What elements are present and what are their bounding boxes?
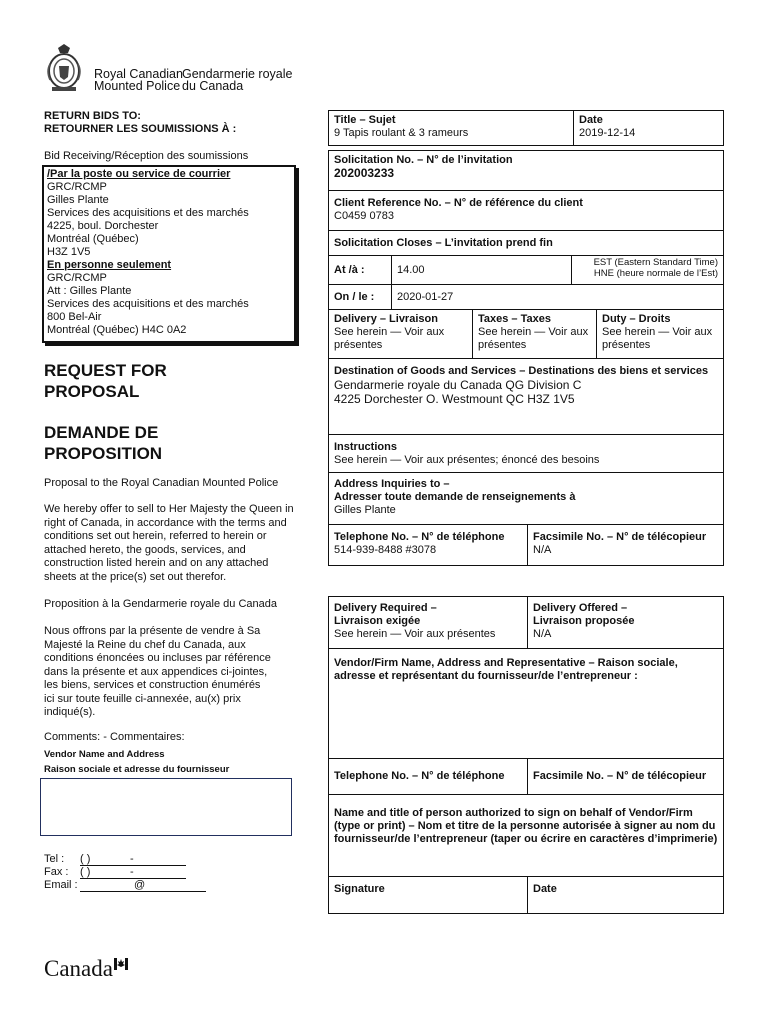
solicitation-block xyxy=(328,150,724,566)
signature-date-field[interactable] xyxy=(527,877,723,913)
fax-input[interactable]: ( ) - xyxy=(80,866,186,879)
courier-heading: /Par la poste ou service de courrier xyxy=(47,168,231,180)
fax-number-label: Facsimile No. – N° de télécopieur xyxy=(533,531,707,543)
solicitation-label: Solicitation No. – N° de l’invitation xyxy=(334,154,513,166)
org-name-en-2: Mounted Police xyxy=(94,79,181,93)
delivery-label: Delivery – Livraison xyxy=(334,313,438,325)
email-label: Email : xyxy=(44,879,78,891)
tz-fr: HNE (heure normale de l’Est) xyxy=(593,268,718,279)
in-person-line: Services des acquisitions et des marchés xyxy=(47,298,249,310)
canada-wordmark: Canada xyxy=(44,956,113,982)
delivery-offered-label-1: Delivery Offered – xyxy=(533,602,628,614)
email-input[interactable]: @ xyxy=(80,879,206,892)
vendor-block xyxy=(328,596,724,914)
inquiries-value: Gilles Plante xyxy=(334,504,396,516)
closes-label: Solicitation Closes – L’invitation prend fin xyxy=(334,237,553,249)
delivery-offered-label-2: Livraison proposée xyxy=(533,615,635,627)
return-bids-en: RETURN BIDS TO: xyxy=(44,110,141,122)
delivery-required-value: See herein — Voir aux présentes xyxy=(334,628,496,640)
vendor-name-en: Vendor Name and Address xyxy=(44,749,165,760)
rfp-title-en-1: REQUEST FOR xyxy=(44,361,167,380)
title-value: 9 Tapis roulant & 3 rameurs xyxy=(334,127,469,139)
authorized-label: Name and title of person authorized to sign on behalf of Vendor/Firm (type or print) – Nom et titre de la personne autorisée à signer au nom du fournisseur/de l’entrepreneur (taper ou écrire en caractères d’imprimerie) xyxy=(334,807,718,845)
date-value: 2019-12-14 xyxy=(579,127,636,139)
courier-line: 4225, boul. Dorchester xyxy=(47,220,159,232)
at-label: At /à : xyxy=(334,264,365,276)
delivery-required-label-2: Livraison exigée xyxy=(334,615,421,627)
instructions-label: Instructions xyxy=(334,441,397,453)
tz-en: EST (Eastern Standard Time) xyxy=(593,257,718,268)
org-name-fr-2: du Canada xyxy=(182,79,244,93)
signature-date-label: Date xyxy=(533,883,557,895)
return-address-box xyxy=(42,165,296,343)
offer-text-fr: Nous offrons par la présente de vendre à Sa Majesté la Reine du chef du Canada, aux conditions énoncées ou incluses par référence dans la présente et aux appendices ci-jointes, les biens, services et construction énumérés ici sur toute feuille ci-annexée, au(x) prix indiqué(s). xyxy=(44,625,271,718)
in-person-line: Montréal (Québec) H4C 0A2 xyxy=(47,324,187,336)
proposal-en: Proposal to the Royal Canadian Mounted Police xyxy=(44,477,279,489)
client-ref-value: C0459 0783 xyxy=(334,210,394,222)
vendor-telephone-label: Telephone No. – N° de téléphone xyxy=(334,770,505,782)
destination-label: Destination of Goods and Services – Destinations des biens et services xyxy=(334,365,709,377)
destination-line-1: Gendarmerie royale du Canada QG Division C xyxy=(334,378,582,392)
authorized-person-field[interactable] xyxy=(329,795,723,877)
duty-label: Duty – Droits xyxy=(602,313,671,325)
vendor-name-fr: Raison sociale et adresse du fournisseur xyxy=(44,764,230,775)
return-bids-fr: RETOURNER LES SOUMISSIONS À : xyxy=(44,123,237,135)
in-person-line: GRC/RCMP xyxy=(47,272,107,284)
rfp-title-fr-1: DEMANDE DE xyxy=(44,423,159,442)
client-ref-label: Client Reference No. – N° de référence du client xyxy=(334,197,583,209)
on-label: On / le : xyxy=(334,291,375,303)
in-person-line: 800 Bel-Air xyxy=(47,311,102,323)
inquiries-label-2: Adresser toute demande de renseignements à xyxy=(334,491,576,503)
courier-line: Gilles Plante xyxy=(47,194,109,206)
fax-number-value: N/A xyxy=(533,544,552,556)
courier-line: H3Z 1V5 xyxy=(47,246,91,258)
telephone-label: Telephone No. – N° de téléphone xyxy=(334,531,505,543)
taxes-value: See herein — Voir aux présentes xyxy=(478,326,589,351)
date-label: Date xyxy=(579,114,603,126)
org-name-fr-1: Gendarmerie royale xyxy=(182,67,293,81)
proposal-fr: Proposition à la Gendarmerie royale du Canada xyxy=(44,598,277,610)
destination-line-2: 4225 Dorchester O. Westmount QC H3Z 1V5 xyxy=(334,392,575,406)
courier-line: Services des acquisitions et des marchés xyxy=(47,207,249,219)
vendor-telephone-field[interactable] xyxy=(329,759,527,794)
in-person-heading: En personne seulement xyxy=(47,259,172,271)
tel-input[interactable]: ( ) - xyxy=(80,853,186,866)
in-person-line: Att : Gilles Plante xyxy=(47,285,132,297)
tel-label: Tel : xyxy=(44,853,65,865)
rfp-title-fr-2: PROPOSITION xyxy=(44,444,163,463)
delivery-value: See herein — Voir aux présentes xyxy=(334,326,445,351)
comments-label: Comments: - Commentaires: xyxy=(44,731,185,743)
duty-value: See herein — Voir aux présentes xyxy=(602,326,713,351)
at-value: 14.00 xyxy=(391,256,571,284)
vendor-fax-label: Facsimile No. – N° de télécopieur xyxy=(533,770,707,782)
title-date-row xyxy=(328,110,724,146)
telephone-value: 514-939-8488 #3078 xyxy=(334,544,437,556)
delivery-offered-value: N/A xyxy=(533,628,552,640)
inquiries-label-1: Address Inquiries to – xyxy=(334,478,450,490)
courier-line: Montréal (Québec) xyxy=(47,233,139,245)
rcmp-crest-icon xyxy=(44,44,84,92)
delivery-required-label-1: Delivery Required – xyxy=(334,602,437,614)
vendor-fax-field[interactable] xyxy=(527,759,723,794)
signature-label: Signature xyxy=(334,883,385,895)
flag-icon xyxy=(114,958,128,970)
instructions-value: See herein — Voir aux présentes; énoncé des besoins xyxy=(334,454,600,466)
courier-line: GRC/RCMP xyxy=(47,181,107,193)
vendor-firm-field[interactable] xyxy=(329,649,723,759)
offer-text-en: We hereby offer to sell to Her Majesty the Queen in right of Canada, in accordance with the terms and conditions set out herein, referred to herein or attached hereto, the goods, services, and construction listed herein and on any attached sheets at the price(s) set out therefor. xyxy=(44,503,294,583)
bid-receiving: Bid Receiving/Réception des soumissions xyxy=(44,150,249,162)
vendor-firm-label: Vendor/Firm Name, Address and Representative – Raison sociale, adresse et représentant du fournisseur/de l’entrepreneur : xyxy=(334,657,678,682)
rcmp-logo xyxy=(44,44,294,94)
solicitation-value: 202003233 xyxy=(334,166,395,180)
taxes-label: Taxes – Taxes xyxy=(478,313,551,325)
vendor-address-input[interactable] xyxy=(40,778,292,836)
org-name-en-1: Royal Canadian xyxy=(94,67,183,81)
rfp-title-en-2: PROPOSAL xyxy=(44,382,140,401)
signature-field[interactable] xyxy=(329,877,527,913)
title-label: Title – Sujet xyxy=(334,114,396,126)
on-value: 2020-01-27 xyxy=(391,285,571,309)
fax-label: Fax : xyxy=(44,866,69,878)
